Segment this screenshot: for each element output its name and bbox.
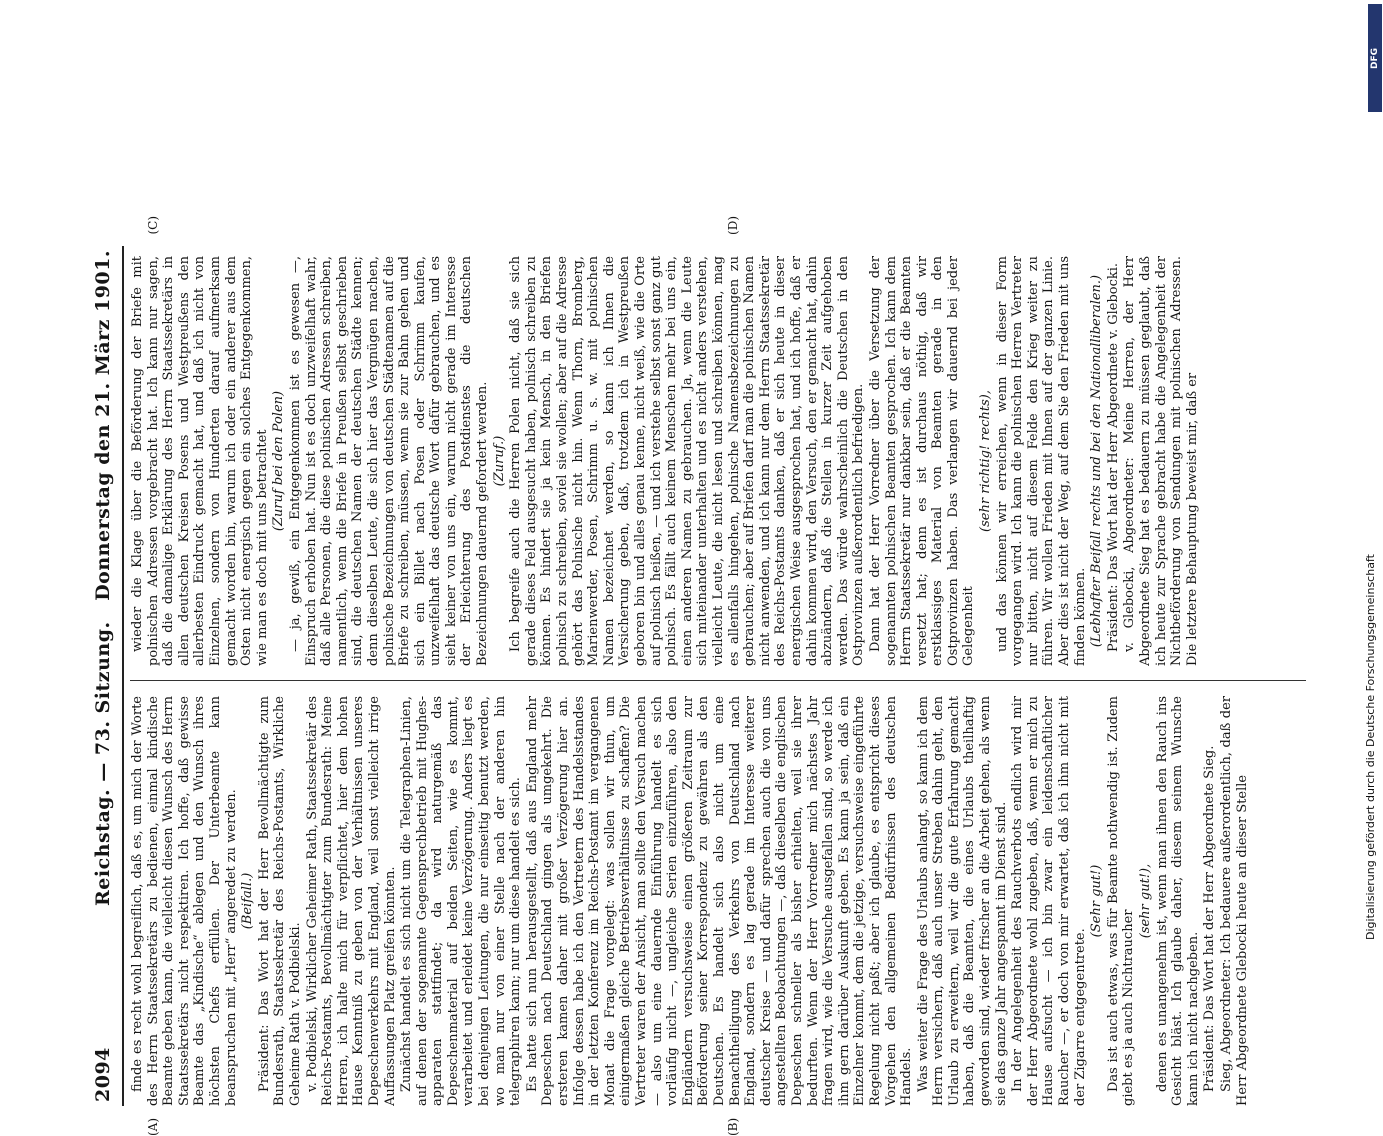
paragraph: Präsident: Das Wort hat der Herr Bevollmächtigte zum Bundesrath, Staatssekretär des Reichs-Postamts, Wirkliche Geheime Rath v. Podbielski. bbox=[256, 696, 303, 1106]
margin-mark-a: (A) bbox=[146, 1117, 160, 1136]
paragraph: Dann hat der Herr Vorredner über die Versetzung der sogenannten polnischen Beamten gesprochen. Ich kann dem Herrn Staatssekretär nur dankbar sein, daß er die Beamten versetzt hat; denn es ist durchaus nöthig, daß wir erstklassiges Material von Beamten gerade in den Ostprovinzen haben. Das verlangen wir dauernd bei jeder Gelegenheit bbox=[867, 256, 977, 666]
interjection: (Sehr gut!) bbox=[1089, 864, 1105, 938]
document-page bbox=[86, 216, 1306, 1136]
margin-mark-c: (C) bbox=[146, 216, 160, 235]
paragraph: Das ist auch etwas, was für Beamte nothwendig ist. Zudem giebt es ja auch Nichtraucher bbox=[1105, 696, 1137, 1106]
paragraph: — ja, gewiß, ein Entgegenkommen ist es gewesen —, Einspruch erhoben hat. Nun ist es doch unzweifelhaft wahr, daß alle Personen, die diese polnischen Adressen schreiben, namentlich, wenn die Briefe in Preußen selbst geschrieben sind, die deutschen Namen der deutschen Städte kennen; denn dieselben Leute, die sich hier das Vergnügen machen, polnische Bezeichnungen von deutschen Städtenamen auf die Briefe zu schreiben, müssen, wenn sie zur Bahn gehen und sich ein Billet nach Posen oder Schrimm kaufen, unzweifelhaft das deutsche Wort dafür gebrauchen, und es sieht keiner von uns ein, warum nicht gerade im Interesse der Erleichterung des Postdienstes die deutschen Bezeichnungen dauernd gefordert werden. bbox=[287, 256, 491, 666]
paragraph: Präsident: Das Wort hat der Herr Abgeordnete v. Glebocki. bbox=[1105, 262, 1121, 652]
right-column bbox=[130, 256, 1306, 666]
interjection: (Lebhafter Beifall rechts und bei den Nationalliberalen.) bbox=[1089, 274, 1105, 648]
paragraph: Präsident: Das Wort hat der Herr Abgeordnete Sieg. bbox=[1202, 745, 1218, 1092]
dfg-logo: DFG bbox=[1368, 4, 1382, 112]
left-column bbox=[130, 696, 1306, 1106]
paragraph: Ich begreife auch die Herren Polen nicht, daß sie sich gerade dieses Feld ausgesucht haben, polnisch schreiben zu können. Es hindert sie ja kein Mensch, in den Briefen polnisch zu schreiben, soviel sie wollen; aber auf die Adresse gehört das Polnische nicht hin. Wenn Thorn, Bromberg, Marienwerder, Posen, Schrimm u. s. w. mit polnischen Namen bezeichnet werden, so kann ich Ihnen die Versicherung geben, daß, trotzdem ich in Westpreußen geboren bin und alles genau kenne, nicht weiß, wie die Orte auf polnisch heißen, — und ich verstehe selbst sonst ganz gut polnisch. Es fällt auch keinem Menschen mehr bei uns ein, einen anderen Namen zu gebrauchen. Ja, wenn die Leute sich miteinander unterhalten und es nicht anders verstehen, vielleicht Leute, die nicht lesen und schreiben können, mag es allenfalls hingehen, polnische Namensbezeichnungen zu gebrauchen; aber auf Briefen darf man die polnischen Namen nicht anwenden, und ich kann nur dem Herrn Staatssekretär des Reichs-Postamts danken, daß er sich heute in dieser energischen Weise ausgesprochen hat, und ich hoffe, daß er dahin kommen wird, den Versuch, den er gemacht hat, dahin abzuändern, daß die Stellen in kurzer Zeit aufgehoben werden. Das würde wahrscheinlich die Deutschen in den Ostprovinzen außerordentlich befriedigen. bbox=[508, 256, 867, 666]
paragraph: Zunächst handelt es sich nicht um die Telegraphen-Linien, auf denen der sogenannte Gegensprechbetrieb mit Hughes-apparaten stattfindet; da wird naturgemäß das Depeschenmaterial auf beiden Seiten, wie es kommt, verarbeitet und erleidet keine Verzögerung. Anders liegt es bei denjenigen Leitungen, die nur einseitig benutzt werden, wo man nur von einer Stelle nach der anderen hin telegraphiren kann; nur um diese handelt es sich. bbox=[399, 696, 524, 1106]
paragraph: finde es recht wohl begreiflich, daß es, um mich der Worte des Herrn Staatssekretärs zu bedienen, einmal kindische Beamte geben kann, die vielleicht diesen Wunsch des Herrn Staatssekretärs nicht respektiren. Ich hoffe, daß gewisse Beamte das „Kindische“ ablegen und den Wunsch ihres höchsten Chefs erfüllen. Der Unterbeamte kann beanspruchen mit „Herr“ angeredet zu werden. bbox=[130, 696, 239, 1106]
header-rule bbox=[122, 246, 124, 1106]
paragraph: denen es unangenehm ist, wenn man ihnen den Rauch ins Gesicht bläst. Ich glaube daher, diesem seinem Wunsche kann ich nicht nachgeben. bbox=[1154, 696, 1201, 1106]
page-header bbox=[86, 246, 120, 1106]
paragraph: Was weiter die Frage des Urlaubs anlangt, so kann ich dem Herrn versichern, daß auch unser Streben dahin geht, den Urlaub zu erweitern, weil wir die gute Erfahrung gemacht haben, daß die Beamten, die eines Urlaubs theilhaftig geworden sind, wieder frischer an die Arbeit gehen, als wenn sie das ganze Jahr angespannt im Dienst sind. bbox=[915, 696, 1009, 1106]
paragraph: wieder die Klage über die Beförderung der Briefe mit polnischen Adressen vorgebracht hat. Ich kann nur sagen, daß die damalige Erklärung des Herrn Staatssekretärs in allen deutschen Kreisen Posens und Westpreußens den allerbesten Eindruck gemacht hat, und daß ich nicht von Einzelnen, sondern von Hunderten darauf aufmerksam gemacht worden bin, warum ich oder ein anderer aus dem Osten nicht energisch gegen ein solches Entgegenkommen, wie man es doch mit uns betrachtet bbox=[130, 256, 270, 666]
paragraph: und das können wir erreichen, wenn in dieser Form vorgegangen wird. Ich kann die polnischen Herren Vertreter nur bitten, nicht auf diesem Felde den Krieg weiter zu führen. Wir wollen Frieden mit Ihnen auf der ganzen Linie. Aber dies ist nicht der Weg, auf dem Sie den Frieden mit uns finden können. bbox=[994, 256, 1088, 666]
page-number: 2094 bbox=[92, 1047, 114, 1102]
margin-mark-b: (B) bbox=[726, 1117, 740, 1136]
paragraph: In der Angelegenheit des Rauchverbots endlich wird mir der Herr Abgeordnete wohl zugeben, daß, wenn er mich zu Hause aufsucht — ich bin zwar ein leidenschaftlicher Raucher —, er doch von mir erwartet, daß ich ihm nicht mit der Zigarre entgegentrete. bbox=[1010, 696, 1088, 1106]
session-title: Reichstag. — 73. Sitzung. bbox=[92, 621, 114, 906]
paragraph: v. Glebocki, Abgeordneter: Meine Herren, der Herr Abgeordnete Sieg hat es bedauern zu müssen geglaubt, daß ich heute zur Sprache gebracht habe die Angelegenheit der Nichtbeförderung von Sendungen mit polnischen Adressen. Die letztere Behauptung beweist mir, daß er bbox=[1122, 256, 1200, 666]
interjection: (Zuruf bei den Polen) bbox=[271, 390, 287, 532]
interjection: (sehr richtig! rechts), bbox=[978, 390, 994, 532]
margin-mark-d: (D) bbox=[726, 216, 740, 235]
session-date: Donnerstag den 21. März 1901. bbox=[92, 250, 114, 601]
interjection: (Beifall.) bbox=[240, 872, 256, 930]
paragraph: Es hatte sich nun herausgestellt, daß aus England mehr Depeschen nach Deutschland gingen als umgekehrt. Die ersteren kamen daher mit großer Verzögerung hier an. Infolge dessen habe ich den Vertretern des Handelsstandes in der letzten Konferenz im Reichs-Postamt im vergangenen Monat die Frage vorgelegt: was sollen wir thun, um einigermaßen gleiche Betriebsverhältnisse zu schaffen? Die Vertreter waren der Ansicht, man sollte den Versuch machen — also um eine dauernde Einführung handelt es sich vorläufig nicht —, ungleiche Serien einzuführen, also den Engländern versuchsweise einen größeren Zeitraum zur Beförderung seiner Korrespondenz zu gewähren als den Deutschen. Es handelt sich also nicht um eine Benachtheiligung des Verkehrs von Deutschland nach England, sondern es lag gerade im Interesse weiterer deutscher Kreise — und dafür sprechen auch die von uns angestellten Beobachtungen —, daß dieselben die englischen Depeschen schneller als bisher erhielten, weil sie ihrer bedurften. Wenn der Herr Vorredner mich nächstes Jahr fragen wird, wie die Versuche ausgefallen sind, so werde ich ihm gern darüber Auskunft geben. Es kann ja sein, daß ein Einzelner kommt, dem die jetzige, versuchsweise eingeführte Regelung nicht paßt; aber ich glaube, es entspricht dieses Vorgehen den allgemeinen Bedürfnissen des deutschen Handels. bbox=[524, 696, 915, 1106]
interjection: (sehr gut!), bbox=[1138, 863, 1153, 939]
digitization-credit: Digitalisierung gefördert durch die Deutsche Forschungsgemeinschaft bbox=[1364, 554, 1377, 940]
paragraph: Sieg, Abgeordneter: Ich bedauere außerordentlich, daß der Herr Abgeordnete Glebocki heute an dieser Stelle bbox=[1218, 696, 1250, 1106]
interjection: (Zuruf.) bbox=[491, 435, 507, 487]
column-divider bbox=[130, 680, 1306, 681]
paragraph: v. Podbielski, Wirklicher Geheimer Rath, Staatssekretär des Reichs-Postamts, Bevollmächtigter zum Bundesrath: Meine Herren, ich halte mich für verpflichtet, hier dem hohen Hause Kenntniß zu geben von der Verhältnissen unseres Depeschenverkehrs mit England, weil sonst vielleicht irrige Auffassungen Platz greifen könnten. bbox=[304, 696, 398, 1106]
